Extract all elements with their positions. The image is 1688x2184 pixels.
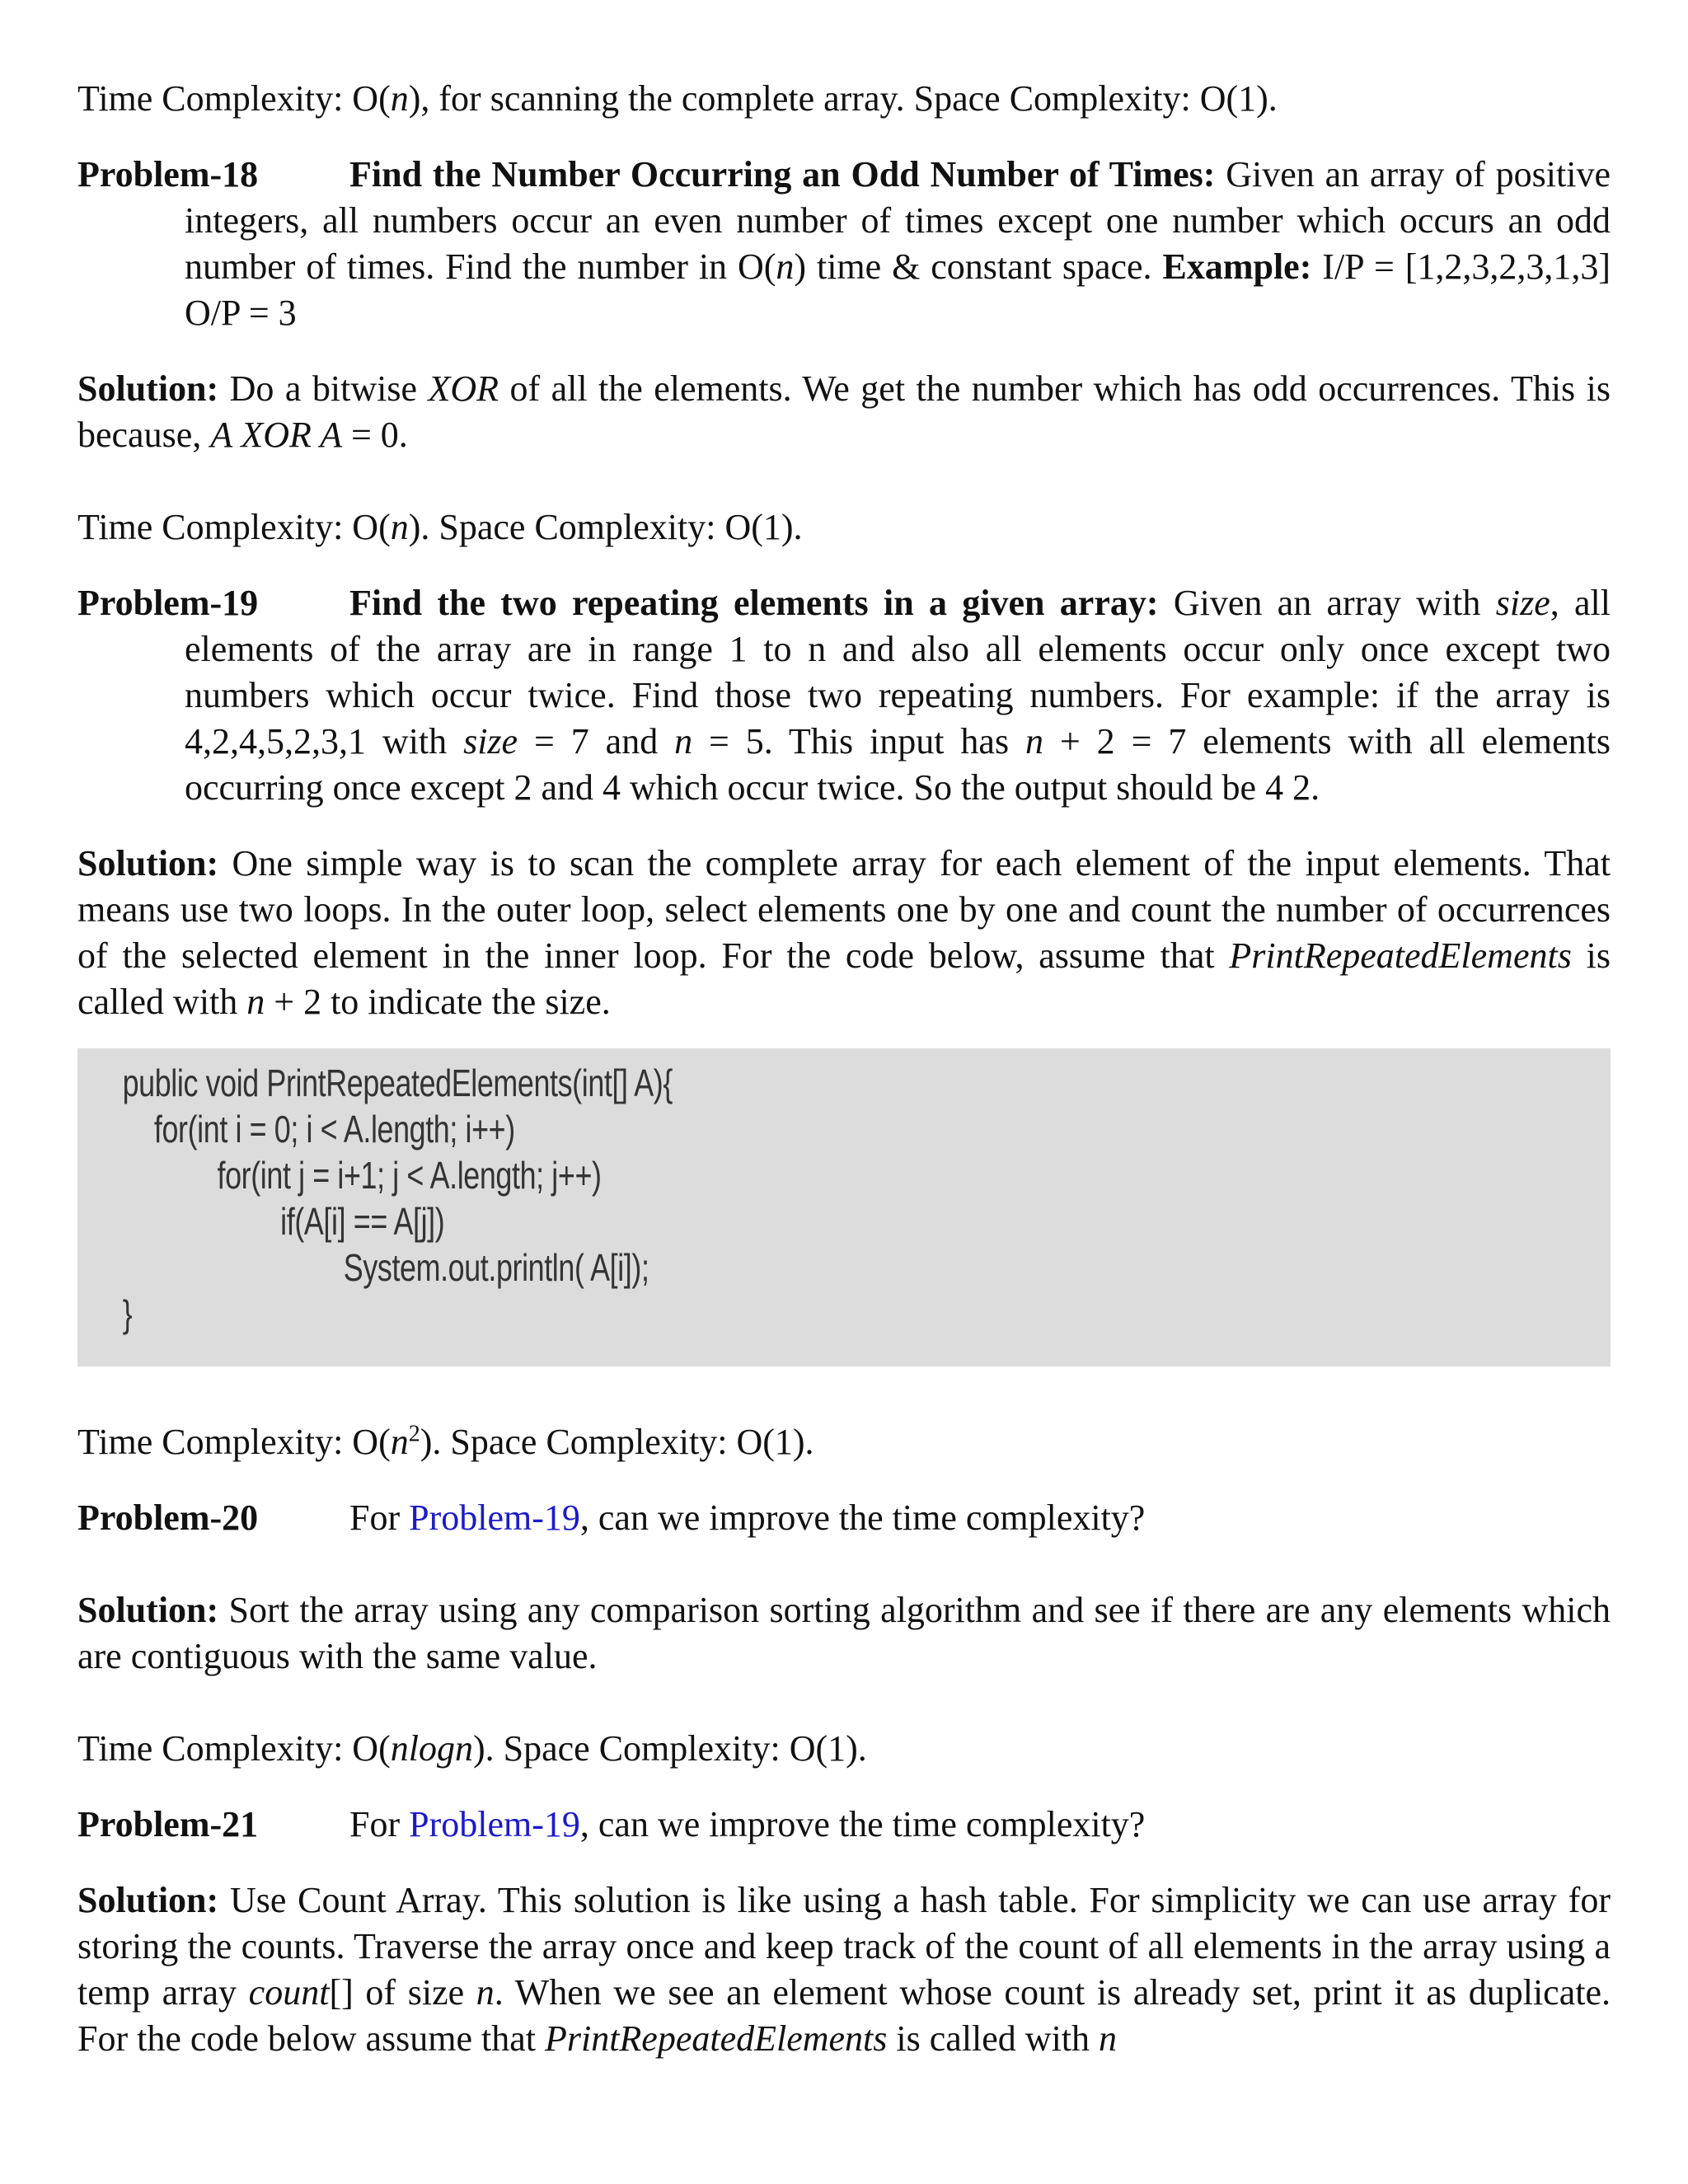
- text: ), for scanning the complete array. Space Complexity: O(1).: [408, 78, 1278, 119]
- text: . When we see an element whose count is already set, print it as duplicate. For the code below assume that: [77, 1972, 1611, 2059]
- problem-20: [77, 1495, 1611, 1541]
- problem-number: Problem-20: [77, 1497, 259, 1538]
- time-complexity-18: [77, 504, 1611, 551]
- solution-20: [77, 1587, 1611, 1680]
- solution-18: [77, 366, 1611, 458]
- solution-label: Solution:: [77, 843, 219, 883]
- text: For: [349, 1497, 410, 1538]
- problem-19-link[interactable]: Problem-19: [409, 1497, 580, 1538]
- text: = 7 and: [518, 721, 675, 762]
- problem-title: Find the Number Occurring an Odd Number of Times:: [349, 154, 1216, 194]
- code-line: if(A[i] == A[j]): [122, 1200, 445, 1243]
- document-page: [77, 76, 1611, 2062]
- var: n: [246, 982, 265, 1022]
- problem-number: Problem-19: [77, 583, 259, 623]
- text: Time Complexity: O(: [77, 1728, 391, 1769]
- var: nlogn: [390, 1728, 473, 1769]
- var: n: [1099, 2018, 1118, 2059]
- text: of all the elements. We get the number which has odd occurrences. This is because,: [77, 368, 1611, 455]
- text: ). Space Complexity: O(1).: [408, 507, 803, 547]
- text: One simple way is to scan the complete array for each element of the input elements. That means use two loops. In the outer loop, select elements one by one and count the number of occurrences of the selected element in the inner loop. For the code below, assume that: [77, 843, 1611, 976]
- problem-19: [77, 580, 1611, 811]
- problem-21: [77, 1802, 1611, 1848]
- text: Given an array of positive integers, all numbers occur an even number of times except one number which occurs an odd number of times. Find the number in O(: [185, 154, 1611, 287]
- var: n: [390, 78, 409, 119]
- text: Time Complexity: O(: [77, 507, 391, 547]
- text: [] of size: [329, 1972, 476, 2013]
- text: , can we improve the time complexity?: [579, 1804, 1146, 1844]
- text: , can we improve the time complexity?: [579, 1497, 1146, 1538]
- time-complexity-top: [77, 76, 1611, 122]
- text: is called with: [77, 935, 1611, 1022]
- var: n: [390, 1422, 409, 1462]
- time-complexity-20: [77, 1726, 1611, 1772]
- solution-label: Solution:: [77, 368, 219, 409]
- var: n: [674, 721, 693, 762]
- code-line: for(int j = i+1; j < A.length; j++): [122, 1154, 602, 1197]
- text: , all elements of the array are in range 1 to n and also all elements occur only once except two numbers which occur twice. Find those two repeating numbers. For example: if the array is 4,2,4,5,2,3,1 with: [185, 583, 1611, 762]
- text: Time Complexity: O(: [77, 78, 391, 119]
- text: + 2 to indicate the size.: [265, 982, 611, 1022]
- function-name: PrintRepeatedElements: [1229, 935, 1572, 976]
- text: ). Space Complexity: O(1).: [420, 1422, 814, 1462]
- text: Time Complexity: O(: [77, 1422, 391, 1462]
- problem-number: Problem-21: [77, 1804, 259, 1844]
- text: ). Space Complexity: O(1).: [472, 1728, 867, 1769]
- code-line: for(int i = 0; i < A.length; i++): [122, 1108, 515, 1151]
- text: ) time & constant space.: [794, 246, 1163, 287]
- code-line: System.out.println( A[i]);: [122, 1246, 649, 1289]
- var: n: [476, 1972, 495, 2013]
- solution-label: Solution:: [77, 1880, 219, 1920]
- problem-19-link[interactable]: Problem-19: [409, 1804, 580, 1844]
- xor: XOR: [428, 368, 499, 409]
- text: I/P = [1,2,3,2,3,1,3] O/P = 3: [185, 246, 1611, 333]
- problem-18: [77, 152, 1611, 336]
- var: n: [1025, 721, 1044, 762]
- solution-label: Solution:: [77, 1590, 219, 1630]
- code-line: }: [122, 1292, 133, 1335]
- exponent: 2: [408, 1421, 420, 1447]
- problem-title: Find the two repeating elements in a given array:: [349, 583, 1159, 623]
- time-complexity-19: [77, 1419, 1611, 1465]
- solution-21: [77, 1877, 1611, 2062]
- text: = 0.: [341, 415, 408, 455]
- text: For: [349, 1804, 410, 1844]
- example-label: Example:: [1162, 246, 1312, 287]
- var: count: [248, 1972, 330, 2013]
- var: n: [776, 246, 795, 287]
- expr: A XOR A: [210, 415, 342, 455]
- text: Given an array with: [1158, 583, 1496, 623]
- var: size: [463, 721, 518, 762]
- code-line: public void PrintRepeatedElements(int[] A){: [122, 1062, 673, 1104]
- text: Use Count Array. This solution is like using a hash table. For simplicity we can use array for storing the counts. Traverse the array once and keep track of the count of all elements in the array using a temp array: [77, 1880, 1611, 2013]
- text: + 2 = 7 elements with all elements occurring once except 2 and 4 which occur twice. So the output should be 4 2.: [185, 721, 1611, 808]
- function-name: PrintRepeatedElements: [544, 2018, 888, 2059]
- solution-19: [77, 841, 1611, 1025]
- code-block: [77, 1048, 1611, 1366]
- text: = 5. This input has: [692, 721, 1026, 762]
- var: size: [1495, 583, 1550, 623]
- var: n: [390, 507, 409, 547]
- text: Sort the array using any comparison sorting algorithm and see if there are any elements which are contiguous with the same value.: [77, 1590, 1611, 1676]
- text: Do a bitwise: [218, 368, 429, 409]
- problem-number: Problem-18: [77, 154, 259, 194]
- text: is called with: [887, 2018, 1100, 2059]
